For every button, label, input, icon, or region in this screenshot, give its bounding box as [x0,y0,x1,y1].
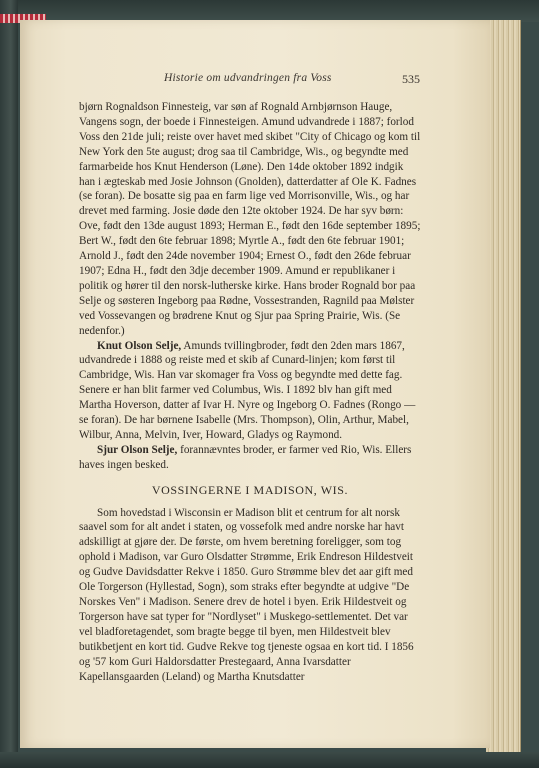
book-cover-left [0,0,18,768]
paragraph-sjur [79,443,421,473]
book-cover-bottom [0,752,539,768]
text-block [79,100,421,684]
book-cover-top [0,0,539,22]
page-number: 535 [402,72,420,86]
person-name-knut: Knut Olson Selje, [97,339,182,352]
running-title: Historie om udvandringen fra Voss [164,72,332,84]
paragraph-amund: bjørn Rognaldson Finnesteig, var søn af Rognald Arnbjørnson Hauge, Vangens sogn, der boede i Finnesteigen. Amund udvandrede i 1887; forlod Voss den 21de juli; reiste over havet med skibet "City of Chicago og kom til New York den 5te august; drog saa til Cambridge, Wis., og begyndte med farmarbeide hos Knut Henderson (Løne). Den 14de oktober 1892 indgik han i ægteskab med Josie Johnson (Gnolden), datterdatter af Ole K. Fadnes (se foran). De bosatte sig paa en farm lige ved Morrisonville, Wis., og har drevet med farming. Josie døde den 12te oktober 1924. De har syv børn: Ove, født den 13de august 1893; Herman E., født den 16de september 1895; Bert W., født den 6te februar 1898; Myrtle A., født den 6te februar 1901; Arnold J., født den 24de november 1904; Ernest O., født den 26de februar 1907; Edna H., født den 3dje december 1909. Amund er republikaner i politik og hører til den norsk-lutherske kirke. Hans broder Rognald bor paa Selje og søsteren Ingeborg paa Rødne, Vossestranden, Ragnild paa Mølster ved Vossevangen og brødrene Knut og Sjur paa Spring Prairie, Wis. (Se nedenfor.) [79,101,421,337]
section-heading: VOSSINGERNE I MADISON, WIS. [151,482,349,497]
running-head [80,72,420,90]
paragraph-madison: Som hovedstad i Wisconsin er Madison blit et centrum for alt norsk saavel som for alt andet i staten, og vossefolk med andre norske har havt adskilligt at gjøre der. De første, om hvem beretning foreligger, som tog ophold i Madison, var Guro Olsdatter Strømme, Erik Endreson Hildestveit og Gudve Davidsdatter Rekve i 1850. Guro Strømme blev det aar gift med Ole Torgerson (Hyllestad, Sogn), som straks efter begyndte at udgive "De Norskes Ven" i Madison. Senere drev de hotel i byen. Erik Hildestveit og Torgerson have sat typer for "Nordlyset" i Muskego-settlementet. Det var vel bladforetagendet, som bragte begge til byen, men Hildestveit blev butikbetjent en kort tid. Gudve Rekve tog tjeneste ogsaa en kort tid. I 1856 og '57 kom Guri Haldorsdatter Prestegaard, Anna Ivarsdatter Kapellansgaarden (Leland) og Martha Knutsdatter [79,506,414,683]
paragraph-knut-text: Amunds tvillingbroder, født den 2den mars 1867, udvandrede i 1888 og reiste med et skib af Cunard-linjen; kom først til Cambridge, Wis. Han var skomager fra Voss og begyndte med dette fag. Senere er han blit farmer ved Columbus, Wis. I 1892 blv han gift med Martha Hoverson, datter af Ivar H. Nyre og Ingeborg O. Fadnes (Rongo — se foran). De har børnene Isabelle (Mrs. Thompson), Olin, Arthur, Mabel, Wilbur, Anna, Melvin, Iver, Howard, Gladys og Raymond. [79,339,416,441]
book-page [20,20,490,748]
paragraph-sjur-text: forannævntes broder, er farmer ved Rio, Wis. Ellers haves ingen besked. [79,443,412,471]
page-edges [486,20,521,752]
paragraph-knut [79,339,421,443]
person-name-sjur: Sjur Olson Selje, [97,443,178,456]
